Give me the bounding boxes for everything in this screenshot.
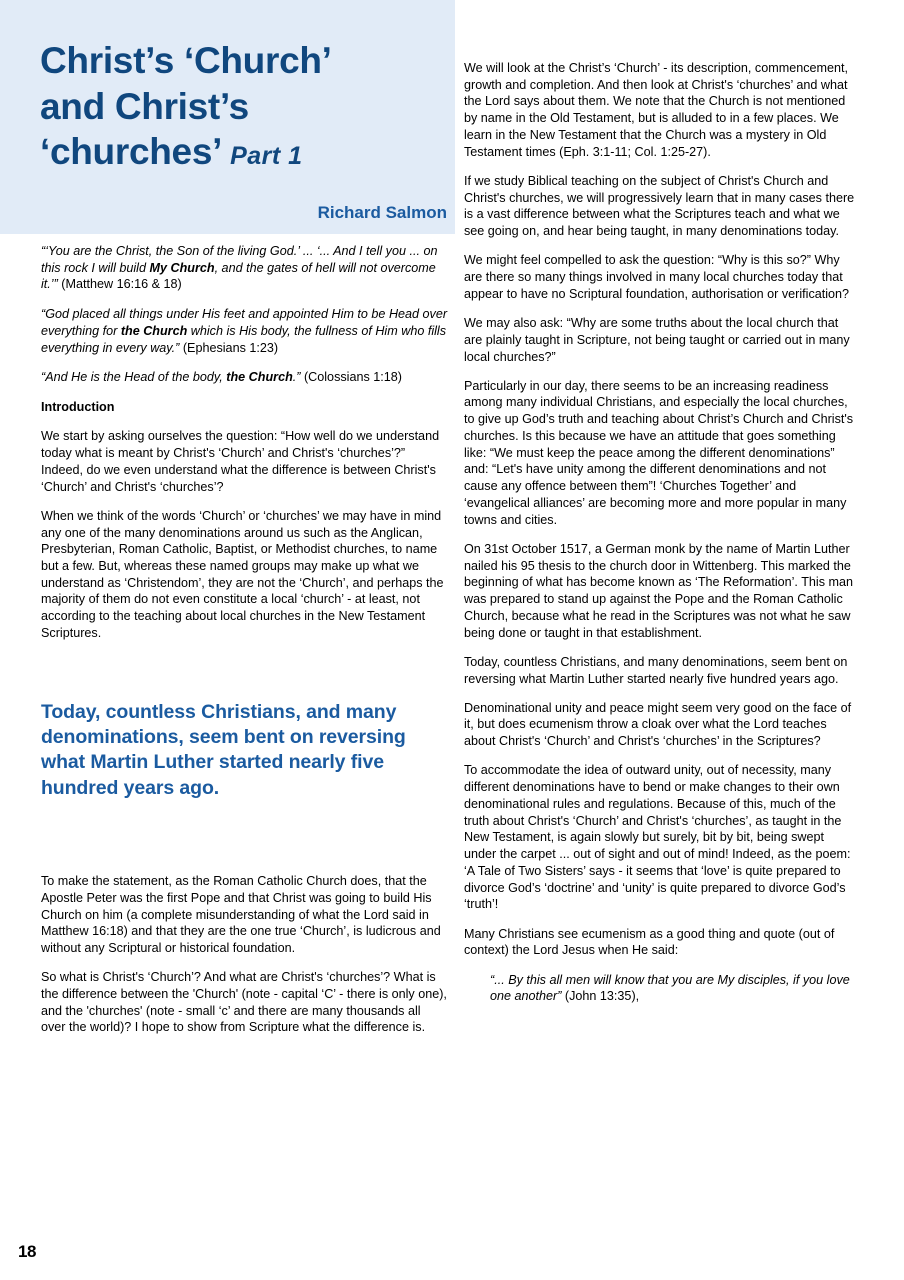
quote-reference: (Matthew 16:16 & 18) — [61, 277, 182, 292]
quote-text-2: .” — [292, 370, 304, 385]
paragraph: Particularly in our day, there seems to be an increasing readiness among many individual Christians, and especially the local churches, to give up God’s truth and teaching about Christ’s Church and Christ's churches. Is this because we have an attitude that goes something like: “We must keep the peace among the different denominations” and: “Let's have unity among the different denominations and not cause any offence between them”! ‘Churches Together’ and ‘evangelical alliances’ are becoming more and more popular in many towns and cities. — [464, 378, 854, 527]
right-column — [464, 0, 857, 1017]
scripture-quote-matthew — [41, 243, 448, 293]
quote-text-1: “‘You are the Christ, the Son of the living God.’ ... ‘... And I tell you ... on this rock I will build — [41, 244, 438, 275]
page-number: 18 — [18, 1242, 36, 1261]
scripture-quote-colossians — [41, 369, 448, 386]
title-line-3-text: ‘churches’ — [40, 131, 223, 172]
quote-text: “... By this all men will know that you are My disciples, if you love one another” — [490, 972, 850, 1004]
paragraph: We might feel compelled to ask the question: “Why is this so?” Why are there so many things involved in many local churches today that appear to have no Scriptural foundation, authorisation or verification? — [464, 253, 850, 301]
section-heading-introduction: Introduction — [41, 400, 115, 415]
quote-text-2: which is His body, the fullness of Him who fills everything in every way.” — [41, 323, 447, 355]
paragraph: To make the statement, as the Roman Catholic Church does, that the Apostle Peter was the first Pope and that Christ was going to build His Church on him (a complete misunderstanding of what the Lord said in Matthew 16:18) and that they are the one true ‘Church’, is ludicrous and without any Scriptural or historical foundation. — [41, 874, 441, 955]
paragraph: Today, countless Christians, and many denominations, seem bent on reversing what Martin Luther started nearly five hundred years ago. — [464, 654, 848, 686]
paragraph: If we study Biblical teaching on the subject of Christ's Church and Christ's churches, we will progressively learn that in many cases there is a vast difference between what the Scriptures teach and what we see going on, and hear being taught, in many denominations today. — [464, 173, 855, 239]
quote-reference: (Ephesians 1:23) — [182, 340, 279, 355]
pull-quote-spacer — [41, 801, 448, 873]
paragraph: So what is Christ's ‘Church’? And what are Christ's ‘churches’? What is the difference between the 'Church' (note - capital ‘C’ - there is only one), and the 'churches' (note - small ‘c’ and there are many thousands all over the world)? I hope to show from Scripture what the difference is. — [41, 970, 447, 1035]
quote-bold: the Church — [226, 370, 293, 385]
paragraph: We will look at the Christ’s ‘Church’ - its description, commencement, growth and completion. And then look at Christ's ‘churches’ and what the Lord says about them. We note that the Church is not mentioned by name in the Old Testament, but is alluded to in a few places. We learn in the New Testament that the Church was a mystery in Old Testament times (Eph. 3:1-11; Col. 1:25-27). — [464, 61, 849, 159]
paragraph: To accommodate the idea of outward unity, out of necessity, many different denominations have to bend or make changes to their own denominational rules and regulations. Because of this, much of the truth about Christ's ‘Church’ and Christ's ‘churches’, as taught in the New Testament, is again slowly but surely, bit by bit, being swept under the carpet ... out of sight and out of mind! Indeed, as the poem: ‘A Tale of Two Sisters’ says - it seems that ‘love’ is quite prepared to divorce God’s ‘doctrine’ and ‘unity’ is quite prepared to divorce God’s ‘truth’! — [464, 763, 851, 912]
pull-quote: Today, countless Christians, and many denominations, seem bent on reversing what Martin Luther started nearly five hundred years ago. — [41, 700, 406, 799]
quote-bold: My Church — [149, 260, 215, 275]
quote-text-1: “God placed all things under His feet and appointed Him to be Head over everything for — [41, 307, 448, 338]
paragraph: We start by asking ourselves the question: “How well do we understand today what is meant by Christ's ‘Church’ and Christ's ‘churches’?” Indeed, do we even understand what the difference is between Christ's ‘Church’ and Christ's ‘churches’? — [41, 429, 440, 494]
left-column — [41, 0, 448, 1049]
quote-text-1: “And He is the Head of the body, — [41, 370, 227, 385]
paragraph: Many Christians see ecumenism as a good thing and quote (out of context) the Lord Jesus when He said: — [464, 926, 835, 958]
paragraph: Denominational unity and peace might seem very good on the face of it, but does ecumenism throw a cloak over what the Lord teaches about Christ's ‘Church’ and Christ's ‘churches’ in the Scriptures? — [464, 700, 852, 749]
paragraph: When we think of the words ‘Church’ or ‘churches’ we may have in mind any one of the many denominations around us such as the Anglican, Presbyterian, Roman Catholic, Baptist, or Methodist churches, to name but a few. But, whereas these named groups may make up what we understand as ‘Christendom’, they are not the ‘Church’, and perhaps the majority of them do not even constitute a local ‘church’ - at least, not according to the teaching about local churches in the New Testament Scriptures. — [41, 508, 444, 640]
quote-reference: (Colossians 1:18) — [303, 370, 402, 385]
quote-text-2: , and the gates of hell will not overcome it.’” — [41, 260, 436, 292]
scripture-quote-ephesians — [41, 306, 448, 356]
paragraph: We may also ask: “Why are some truths about the local church that are plainly taught in Scripture, not being taught or carried out in many local churches?” — [464, 316, 850, 364]
scripture-quote-john — [490, 972, 857, 1005]
title-line-2: and Christ’s — [40, 85, 249, 127]
part-label: Part 1 — [230, 142, 303, 170]
quote-reference: (John 13:35), — [564, 989, 640, 1004]
title-line-1: Christ’s ‘Church’ — [40, 40, 332, 81]
paragraph: On 31st October 1517, a German monk by the name of Martin Luther nailed his 95 thesis to the church door in Wittenberg. This marked the beginning of what has become known as ‘The Reformation’. This man was prepared to stand up against the Pope and the Roman Catholic Church, because what he read in the Scriptures was not what he saw being done or taught in that establishment. — [464, 541, 853, 640]
author-byline: Richard Salmon — [317, 203, 447, 222]
quote-bold: the Church — [120, 323, 188, 338]
